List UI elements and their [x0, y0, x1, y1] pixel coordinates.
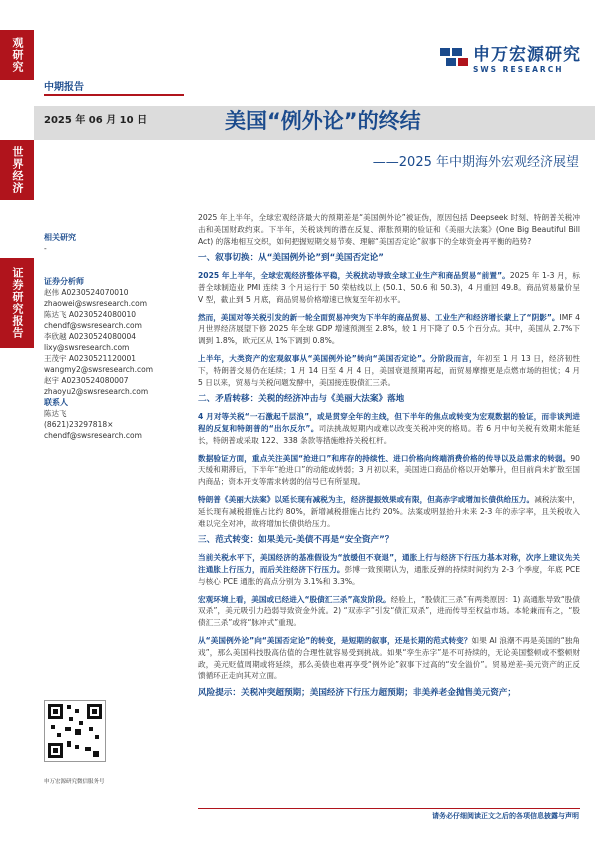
sidebar-industry: 世界经济: [0, 140, 34, 200]
sidebar-category: 观研究: [0, 30, 34, 80]
contact-line[interactable]: chendf@swsresearch.com: [44, 431, 142, 440]
analyst-line: 李欣越 A0230524080004: [44, 332, 137, 341]
footer-disclaimer: 请务必仔细阅读正文之后的各项信息披露与声明: [432, 812, 579, 820]
paragraph: [198, 411, 580, 446]
paragraph-lead: 数据验证方面，重点关注美国“抢进口”和库存的持续性、进口价格向终端消费价格的传导以及总需求的转弱。: [198, 453, 571, 463]
paragraph: [198, 312, 580, 347]
risk-warning: 风险提示：关税冲突超预期；美国经济下行压力超预期；非美养老金抛售美元资产；: [198, 688, 516, 699]
paragraph-lead: 从“美国例外论”向“美国否定论”的转变，是短期的叙事，还是长期的范式转变？: [198, 635, 472, 645]
analyst-line[interactable]: lixy@swsresearch.com: [44, 343, 130, 352]
paragraph-body: 经验上，“股债汇三杀”有两类原因：1) 高通胀导致“股债双杀”，美元吸引力趋弱导致资金外流。2) “双赤字”引发“债汇双杀”，进而传导至权益市场。本轮兼而有之，“股债汇三杀”或将“脉冲式”重现。: [198, 594, 581, 628]
paragraph-lead: 特朗普《美丽大法案》以延长现有减税为主，经济提振效果或有限，但高赤字或增加长债供给压力。: [198, 494, 535, 504]
divider: [44, 94, 184, 96]
paragraph: [198, 353, 580, 388]
analyst-line[interactable]: zhaowei@swsresearch.com: [44, 299, 148, 308]
analyst-line[interactable]: chendf@swsresearch.com: [44, 321, 142, 330]
section-heading: 三、范式转变：如果美元-美债不再是“安全资产”？: [198, 535, 394, 546]
report-date: 2025 年 06 月 10 日: [44, 115, 148, 126]
paragraph-lead: 然而，美国对等关税引发的新一轮全面贸易冲突为下半年的商品贸易、工业生产和经济增长蒙上了“阴影”。: [198, 312, 560, 322]
paragraph: [198, 635, 580, 682]
paragraph-lead: 4 月对等关税“一石激起千层浪”，或是贯穿全年的主线，但下半年的焦点或转变为宏观数据的验证，而非谈判进程的反复和特朗普的“出尔反尔”。: [198, 412, 580, 433]
analyst-line: 赵伟 A0230524070010: [44, 288, 129, 297]
intro-paragraph: 2025 年上半年，全球宏观经济最大的预期差是“美国例外论”被证伪，原因包括 Deepseek 时刻、特朗普关税冲击和美国财政约束。下半年，关税谈判的潜在反复、滞胀预期的验证和《美丽大法案》(One Big Beautiful Bill Act) 的落地相互交织，如何把握短期交易节奏、理解“美国否定论”叙事下的全球资金再平衡的趋势?: [198, 213, 580, 246]
analyst-line[interactable]: wangmy2@swsresearch.com: [44, 365, 154, 374]
contact-line: 陈达飞: [44, 409, 67, 418]
paragraph-body: 减税法案中，延长现有减税措施占比约 80%，新增减税措施占比约 20%。法案或明显抬升未来 2-3 年的赤字率，且关税收入难以完全对冲，故将增加长债供给压力。: [198, 494, 581, 528]
paragraph-lead: 当前关税水平下，美国经济的基准假设为“放缓但不衰退”，通胀上行与经济下行压力基本对称，次序上建议先关注通胀上行压力，而后关注经济下行压力。: [198, 553, 580, 574]
page-subtitle: ——2025 年中期海外宏观经济展望: [372, 155, 579, 170]
contact-heading: 联系人: [44, 398, 68, 407]
analyst-line: 陈达飞 A0230524080010: [44, 310, 137, 319]
related-value: -: [44, 244, 47, 253]
paragraph-lead: 上半年，大类资产的宏观叙事从“美国例外论”转向“美国否定论”。分阶段而言，: [198, 353, 477, 363]
paragraph-body: 90 天缓和期滞后，下半年“抢进口”的动能或转弱；3 月初以来，美国进口商品价格以开始攀升，但目前尚未扩散至国内商品；资本开支等需求转弱的信号已有所显现。: [198, 453, 580, 487]
paragraph-body: 2025 年 1-3 月，标普全球制造业 PMI 连续 3 个月运行于 50 荣枯线以上 (50.1、50.6 和 50.3)，4 月重回 49.8。商品贸易量价呈 V 型，截止到 5 月底，商品贸易价格增速已恢复至年初水平。: [198, 271, 580, 304]
analyst-line[interactable]: zhaoyu2@swsresearch.com: [44, 387, 149, 396]
logo-en-text: SWS RESEARCH: [473, 65, 564, 74]
sidebar: [0, 0, 34, 841]
section-heading: 一、叙事切换：从“美国例外论”到“美国否定论”: [198, 253, 384, 264]
left-column: [44, 232, 184, 441]
analyst-line: 王茂宇 A0230521120001: [44, 354, 137, 363]
section-heading: 二、矛盾转移：关税的经济冲击与《美丽大法案》落地: [198, 394, 405, 405]
paragraph: [198, 453, 580, 488]
paragraph-body: 如果 AI 浪潮不再是美国的“独角戏”，那么美国科技股高估值的合理性就容易受到挑战。如果“孪生赤字”是不可持续的，无论美国整顿或不整顿财政，美元贬值周期或将延续，那么美债也难再享受“例外论”叙事下过高的“安全溢价”。贸易逆差-美元资产的正反馈循环正走向其对立面。: [198, 635, 580, 681]
sidebar-report-kind: 证券研究报告: [0, 258, 34, 348]
logo-icon: [440, 46, 468, 68]
qr-caption: 申万宏源研究微信服务号: [44, 779, 105, 785]
related-heading: 相关研究: [44, 233, 76, 242]
paragraph-lead: 2025 年上半年，全球宏观经济整体平稳，关税扰动导致全球工业生产和商品贸易“前置”。: [198, 271, 510, 281]
paragraph-lead: 宏观环境上看，美国或已经进入“股债汇三杀”高发阶段。: [198, 594, 391, 604]
analyst-line: 赵宇 A0230524080007: [44, 376, 129, 385]
paragraph: [198, 270, 580, 305]
paragraph-body: 年初至 1 月 13 日，经济韧性下，特朗普交易仍在延续；1 月 14 日至 4 月 4 日，美国衰退预期再起，而贸易摩擦更是点燃市场的担忧；4 月 5 日以来，贸易与关税问题发酵中，美国接连股债汇三杀。: [198, 353, 580, 387]
paragraph-body: 司法挑战短期内或难以改变关税冲突的格局。若 6 月中旬关税有效期未能延长，特朗普或采取 122、338 条款等措施维持关税杠杆。: [198, 423, 581, 445]
paragraph: [198, 494, 580, 529]
analysts-heading: 证券分析师: [44, 277, 84, 286]
paragraph: [198, 594, 580, 629]
paragraph: [198, 552, 580, 587]
paragraph-body: 彭博一致预期认为，通胀反弹的持续时间约为 2-3 个季度，年底 PCE 与核心 PCE 通胀的高点分别为 3.1%和 3.3%。: [198, 564, 580, 586]
paragraph-body: IMF 4 月世界经济展望下修 2025 年全球 GDP 增速预测至 2.8%，较 1 月下降了 0.5 个百分点。其中，美国从 2.7%下调到 1.8%，欧元区从 1%下调到 0.8%。: [198, 312, 580, 346]
logo-cn-text: 申万宏源研究: [473, 45, 581, 65]
page-title: 美国“例外论”的终结: [225, 109, 421, 133]
report-type: 中期报告: [44, 82, 84, 93]
qr-code: [44, 700, 106, 762]
footer-divider: [198, 808, 580, 809]
logo: [440, 40, 581, 74]
contact-line: (8621)23297818×: [44, 420, 114, 429]
main-content: [198, 212, 580, 705]
